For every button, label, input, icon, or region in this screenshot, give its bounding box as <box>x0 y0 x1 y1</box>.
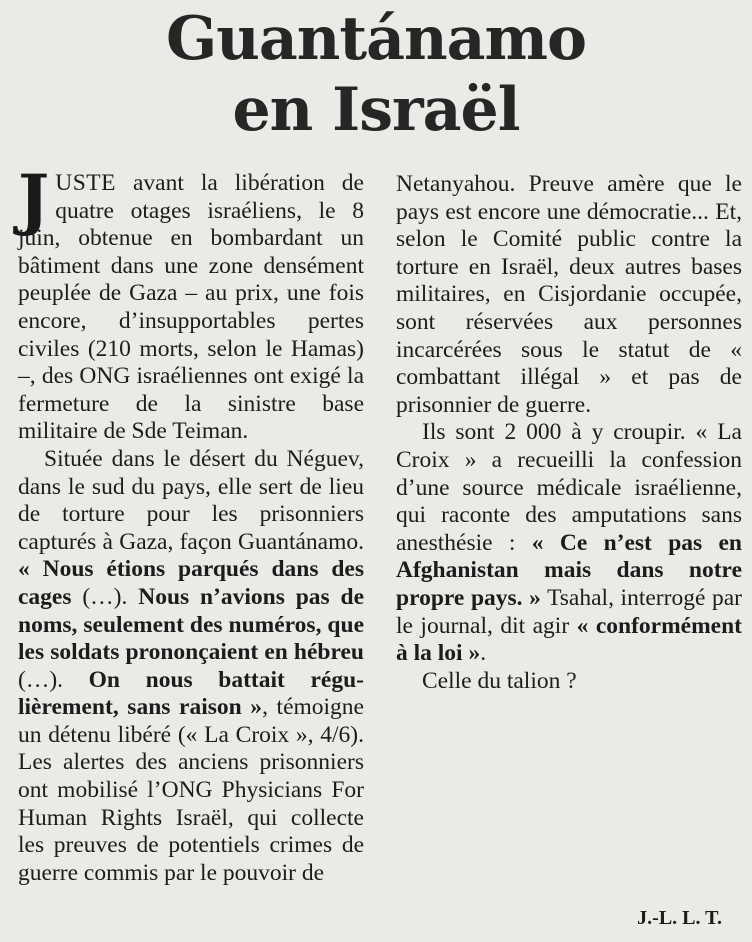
paragraph-3-text-c: . <box>480 640 487 667</box>
paragraph-2 <box>18 446 364 888</box>
paragraph-2-text-b: (…). <box>71 583 139 610</box>
quote-detainee-3: On nous battait régulièrement, sans raison » <box>18 666 364 721</box>
headline-line-2: en Israël <box>232 75 520 145</box>
paragraph-2-text-c: (…). <box>18 666 89 693</box>
quote-detainee-1: « Nous étions parqués dans des cages <box>18 556 364 610</box>
paragraph-3-text-b: Tsahal, interrogé par le journal, dit agir <box>396 584 742 639</box>
paragraph-1 <box>18 160 364 446</box>
paragraph-3-text-a: Ils sont 2 000 à y croupir. « La Croix » a recueilli la confession d’une source médicale israélienne, qui raconte des amputations sans anesthésie : <box>396 419 742 556</box>
paragraph-1-text: avant la libération de quatre otages israéliens, le 8 juin, obtenue en bombardant un bâtiment dans une zone densément peuplée de Gaza – au prix, une fois encore, d’insupportables pertes civiles (210 morts, selon le Hamas) –, des ONG israéliennes ont exigé la fermeture de la sinistre base militaire de Sde Teiman. <box>18 170 364 445</box>
paragraph-4: Celle du talion ? <box>422 667 577 694</box>
quote-tsahal: « conformément à la loi » <box>396 612 742 667</box>
paragraph-3 <box>396 419 742 667</box>
paragraph-2-text-d: , témoigne un détenu libéré (« La Croix », 4/6). Les alertes des anciens prisonniers ont mobilisé l’ONG Physicians For Human Rights Israël, qui collecte les preuves de potentiels crimes de guerre commis par le pouvoir de <box>18 694 364 886</box>
quote-detainee-2: Nous n’avions pas de noms, seulement des numéros, que les soldats prononçaient en hébreu <box>18 583 365 666</box>
paragraph-2-text-a: Située dans le désert du Néguev, dans le sud du pays, elle sert de lieu de torture pour les prisonniers capturés à Gaza, façon Guantánamo. <box>18 445 364 555</box>
author-signature: J.-L. L. T. <box>637 907 722 929</box>
paragraph-2-continued: Netanyahou. Preuve amère que le pays est encore une démocratie... Et, selon le Comité public contre la torture en Israël, deux autres bases militaires, en Cisjordanie occupée, sont réservées aux personnes incarcérées sous le statut de « combattant illégal » et pas de prisonnier de guerre. <box>396 171 742 418</box>
article-column-left <box>18 160 365 887</box>
lead-caps: USTE <box>55 170 116 196</box>
headline <box>0 4 752 146</box>
drop-cap: J <box>18 160 50 238</box>
article-column-right <box>396 171 742 695</box>
quote-medical-source: « Ce n’est pas en Afghanistan mais dans notre propre pays. » <box>396 529 742 611</box>
headline-line-1: Guantánamo <box>166 4 586 74</box>
